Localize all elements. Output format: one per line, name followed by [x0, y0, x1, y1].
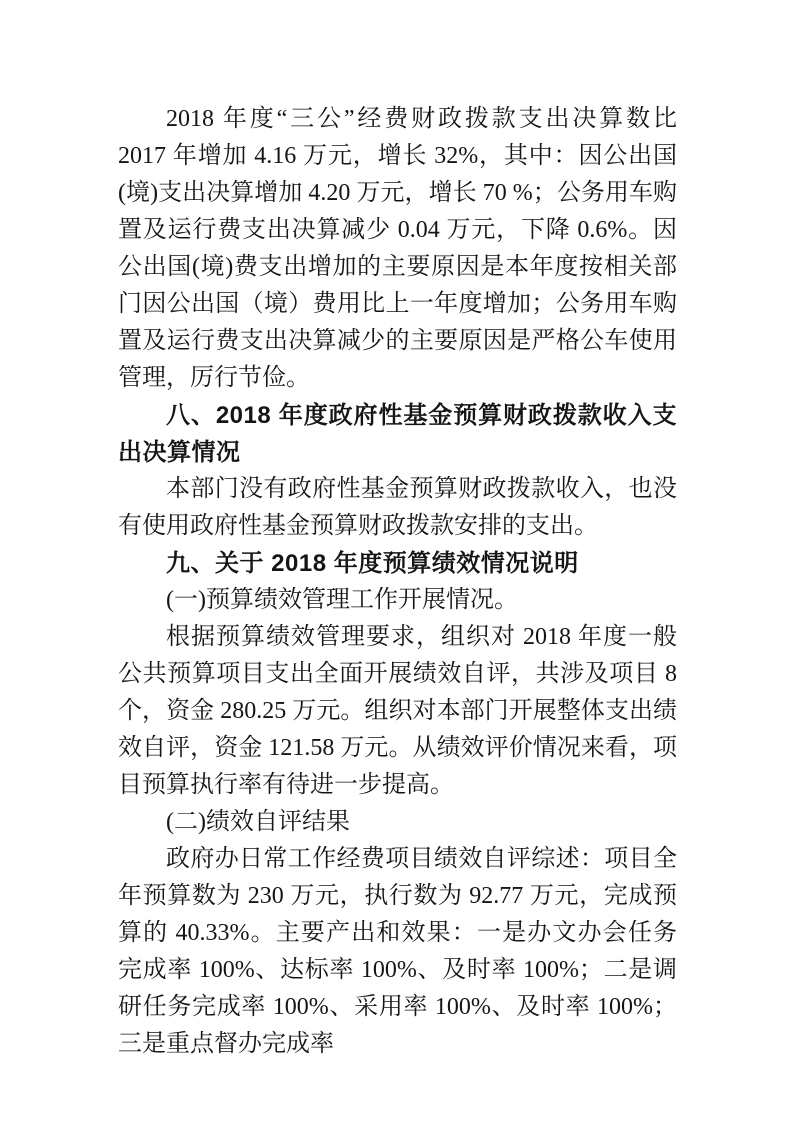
- paragraph-no-govt-fund-income: 本部门没有政府性基金预算财政拨款收入，也没有使用政府性基金预算财政拨款安排的支出。: [118, 476, 677, 539]
- subheading-self-evaluation-results: (二)绩效自评结果: [166, 809, 350, 835]
- heading-section-9-budget-performance: 九、关于 2018 年度预算绩效情况说明: [166, 550, 579, 577]
- paragraph-performance-self-evaluation: 根据预算绩效管理要求，组织对 2018 年度一般公共预算项目支出全面开展绩效自评，共涉及项目 8 个，资金 280.25 万元。组织对本部门开展整体支出绩效自评，资金 121.58 万元。从绩效评价情况来看，项目预算执行率有待进一步提高。: [118, 624, 677, 798]
- paragraph-project-self-evaluation-summary: 政府办日常工作经费项目绩效自评综述：项目全年预算数为 230 万元，执行数为 92.77 万元，完成预算的 40.33%。主要产出和效果：一是办文办会任务完成率 100%、达标率 100%、及时率 100%；二是调研任务完成率 100%、采用率 100%、及时率 100%；三是重点督办完成率: [118, 846, 677, 1057]
- paragraph-sangong-expense-change: 2018 年度“三公”经费财政拨款支出决算数比 2017 年增加 4.16 万元，增长 32%，其中：因公出国(境)支出决算增加 4.20 万元，增长 70 %；公务用车购置及运行费支出决算减少 0.04 万元，下降 0.6%。因公出国(境)费支出增加的主要原因是本年度按相关部门因公出国（境）费用比上一年度增加；公务用车购置及运行费支出决算减少的主要原因是严格公车使用管理，厉行节俭。: [118, 106, 677, 391]
- heading-section-8-govt-fund-budget: 八、2018 年度政府性基金预算财政拨款收入支出决算情况: [118, 402, 677, 466]
- subheading-performance-management-work: (一)预算绩效管理工作开展情况。: [166, 587, 518, 613]
